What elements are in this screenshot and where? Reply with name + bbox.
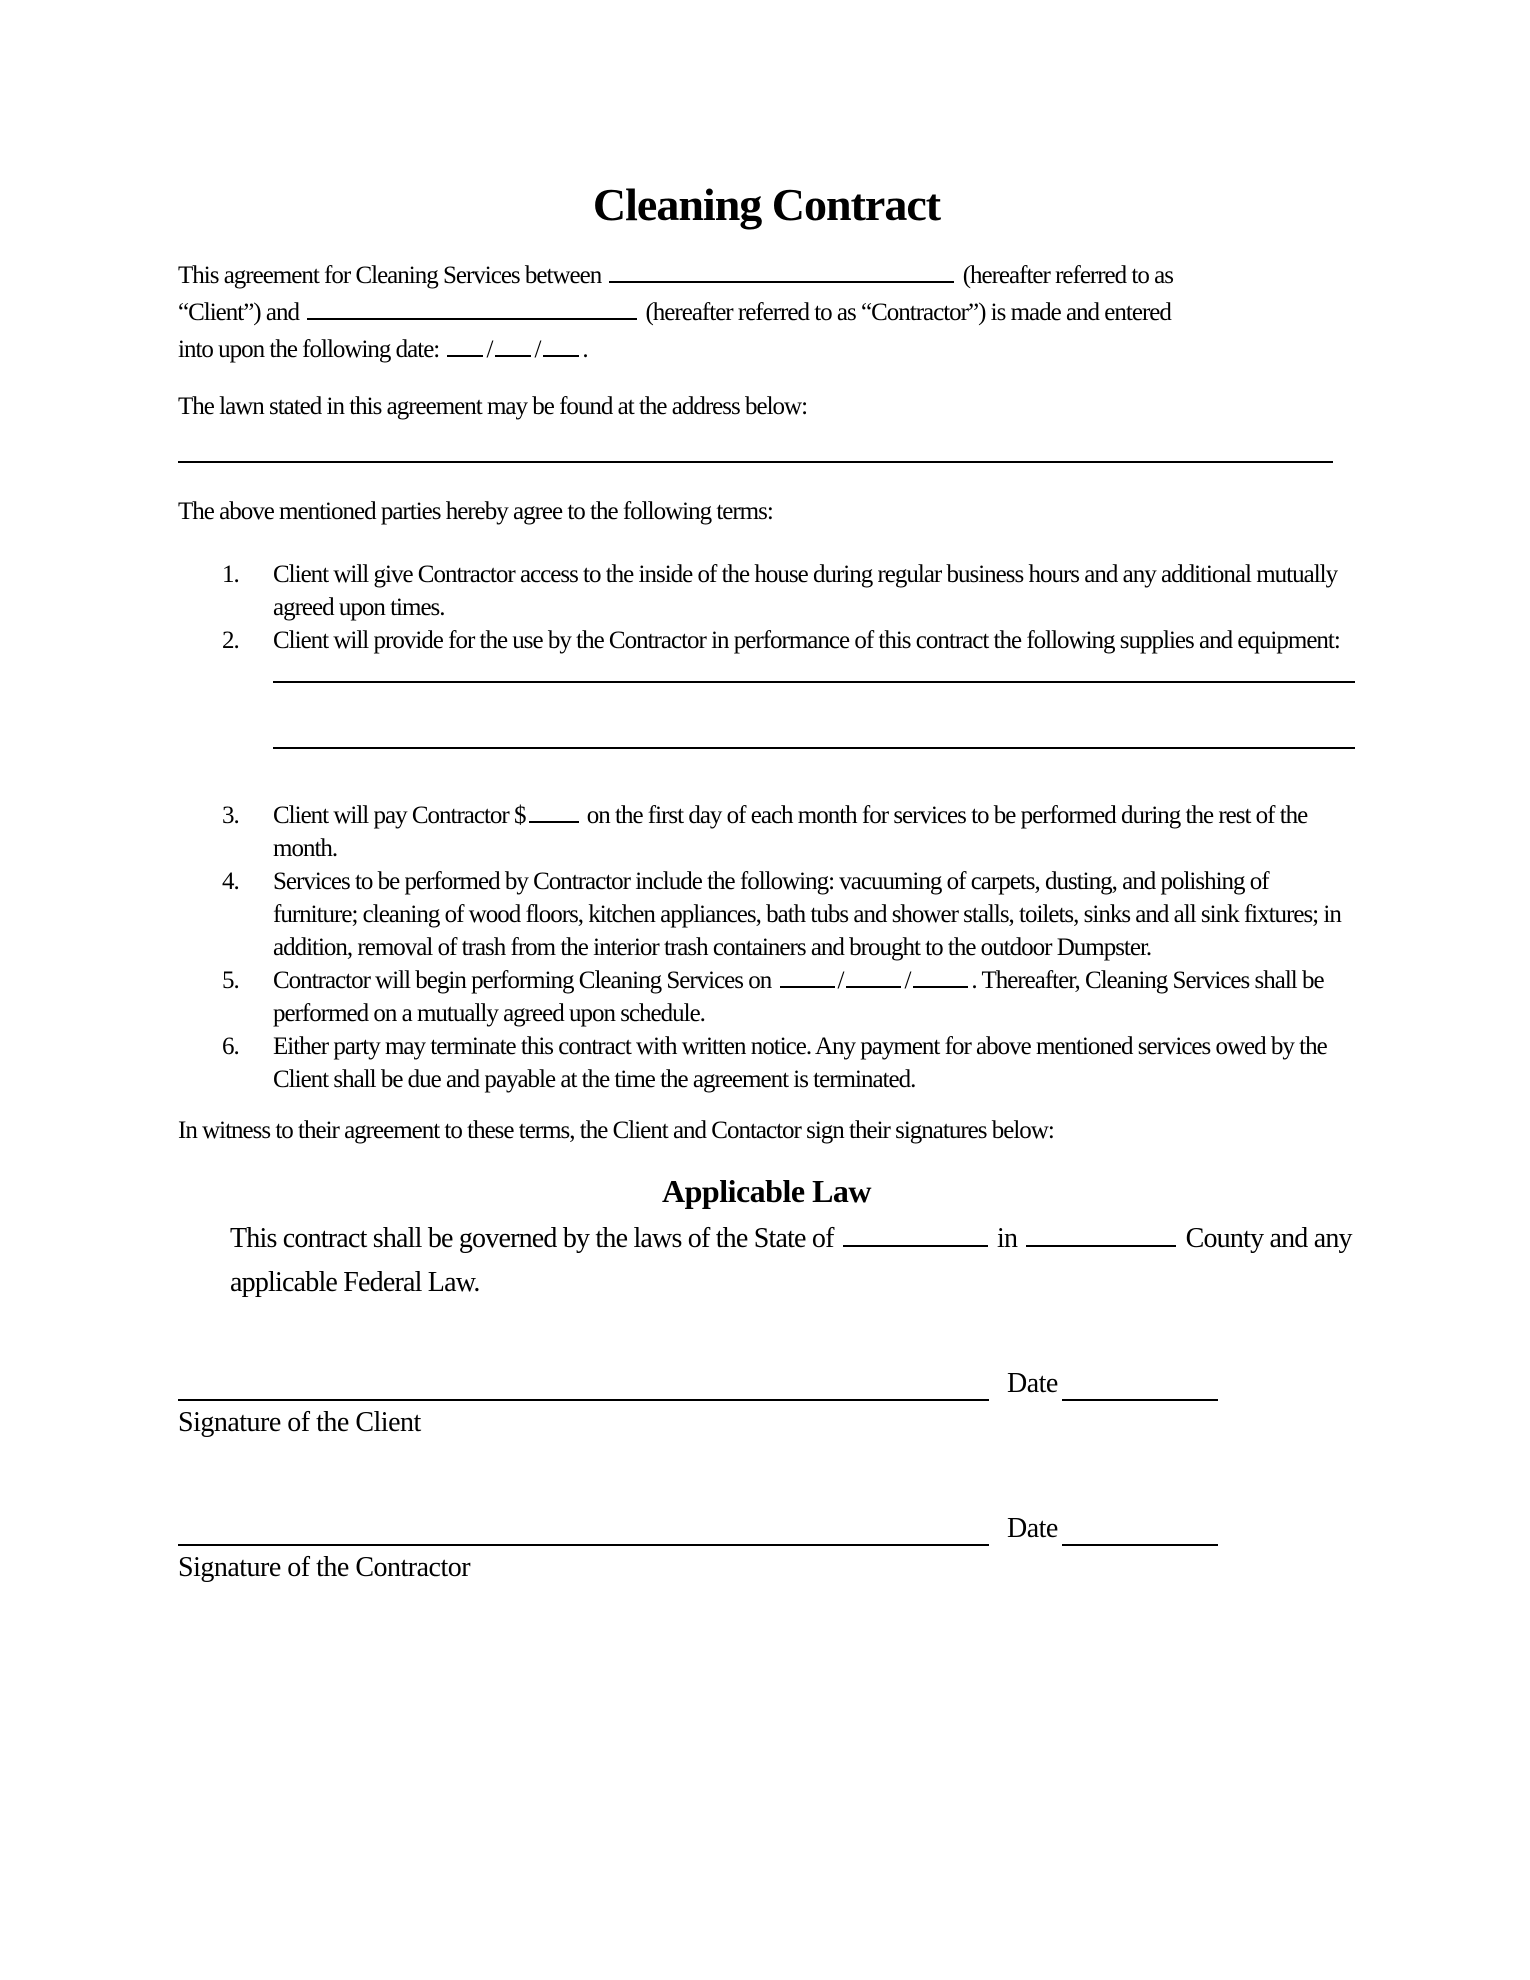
terms-list-part-2 [178,799,1355,1096]
intro-line-2-text: “Client”) and [178,299,299,326]
state-blank [843,1223,988,1247]
client-date-label: Date [1007,1368,1058,1399]
term-number: 3. [222,802,239,829]
term-item-4 [178,865,1355,964]
document-title: Cleaning Contract [592,179,941,230]
term-5-seg-2: . Thereafter, Cleaning Services shall be performed on a mutually agreed upon schedule. [273,967,1324,1027]
term-text [273,964,1355,1030]
intro-line-3-text: into upon the following date: [178,336,440,363]
county-blank [1026,1223,1176,1247]
address-fill-line [178,461,1333,463]
supplies-fill-line-2 [273,747,1355,749]
applicable-law-paragraph [230,1217,1355,1305]
start-day-blank [846,964,901,988]
applicable-law-heading: Applicable Law [661,1173,872,1209]
date-day-blank [495,333,531,357]
term-number: 5. [222,967,239,994]
start-date-slash-1: / [837,967,844,994]
contractor-signature-line [178,1510,989,1546]
term-3-seg-2: on the first day of each month for services to be performed during the rest of the month. [273,802,1308,862]
contractor-date-line [1062,1510,1218,1546]
term-text: Client will give Contractor access to the inside of the house during regular business hours and any additional mutually agreed upon times. [273,561,1338,621]
payment-amount-blank [529,799,579,823]
law-seg-2: in [997,1223,1018,1254]
contractor-signature-caption: Signature of the Contractor [178,1552,471,1583]
term-3-seg-1: Client will pay Contractor $ [273,802,526,829]
term-item-3 [178,799,1355,865]
client-signature-caption: Signature of the Client [178,1407,421,1438]
term-item-6 [178,1030,1355,1096]
client-name-blank [609,259,954,283]
contractor-date-label: Date [1007,1513,1058,1544]
intro-line-3 [178,331,1355,368]
date-slash-2: / [534,336,541,363]
term-text [273,799,1355,865]
law-seg-3: County and any applicable Federal Law. [230,1223,1352,1298]
contractor-signature-row [178,1512,1355,1546]
term-item-2 [178,624,1355,657]
law-seg-1: This contract shall be governed by the laws of the State of [230,1223,834,1254]
term-text: Either party may terminate this contract with written notice. Any payment for above mentioned services owed by the Client shall be due and payable at the time the agreement is terminated. [273,1033,1327,1093]
client-signature-row [178,1367,1355,1401]
intro-line-1-suffix: (hereafter referred to as [962,262,1173,289]
term-number: 6. [222,1033,239,1060]
intro-period: . [582,336,588,363]
client-date-line [1062,1365,1218,1401]
term-text: Client will provide for the use by the Contractor in performance of this contract the following supplies and equipment: [273,627,1340,654]
supplies-fill-line-1 [273,681,1355,683]
term-item-1 [178,558,1355,624]
date-month-blank [447,333,483,357]
start-year-blank [913,964,968,988]
intro-paragraph [178,257,1355,368]
intro-line-1-text: This agreement for Cleaning Services between [178,262,602,289]
contractor-name-blank [307,296,637,320]
intro-line-2 [178,294,1355,331]
term-text: Services to be performed by Contractor include the following: vacuuming of carpets, dusting, and polishing of furniture; cleaning of wood floors, kitchen appliances, bath tubs and shower stalls, toilets, sinks and all sink fixtures; in addition, removal of trash from the interior trash containers and brought to the outdoor Dumpster. [273,868,1341,961]
terms-list-part-1 [178,558,1355,657]
date-year-blank [543,333,579,357]
term-number: 4. [222,868,239,895]
date-slash-1: / [486,336,493,363]
term-5-seg-1: Contractor will begin performing Cleaning Services on [273,967,772,994]
terms-intro-text: The above mentioned parties hereby agree to the following terms: [178,498,773,525]
term-item-5 [178,964,1355,1030]
term-number: 1. [222,561,239,588]
client-signature-line [178,1365,989,1401]
address-intro-text: The lawn stated in this agreement may be found at the address below: [178,393,808,420]
term-number: 2. [222,627,239,654]
start-month-blank [780,964,835,988]
intro-line-2-suffix: (hereafter referred to as “Contractor”) is made and entered [645,299,1171,326]
intro-line-1 [178,257,1355,294]
witness-text: In witness to their agreement to these terms, the Client and Contactor sign their signatures below: [178,1117,1054,1144]
start-date-slash-2: / [904,967,911,994]
